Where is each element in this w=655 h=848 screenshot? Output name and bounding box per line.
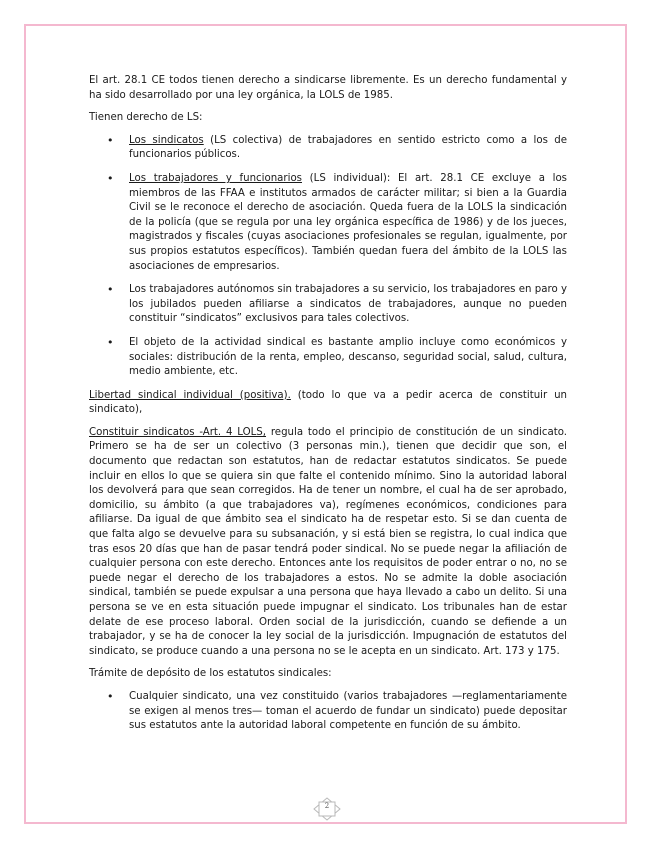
bullet-icon: • xyxy=(107,133,114,147)
bullet-icon: • xyxy=(107,335,114,349)
list-item-lead: Los sindicatos xyxy=(129,134,204,146)
list-item-lead: Los trabajadores y funcionarios xyxy=(129,172,302,184)
list-item-text: Los trabajadores autónomos sin trabajadores a su servicio, los trabajadores en paro y los jubilados pueden afiliarse a sindicatos de trabajadores, aunque no pueden constituir “sindicatos” exclusivos para tales colectivos. xyxy=(129,284,567,325)
tramite-list xyxy=(89,690,567,734)
list-item-text: Cualquier sindicato, una vez constituido (varios trabajadores —reglamentariamente se exigen al menos tres— toman el acuerdo de fundar un sindicato) puede depositar sus estatutos ante la autoridad laboral competente en función de su ámbito. xyxy=(129,690,567,732)
rights-list xyxy=(89,134,567,380)
document-body xyxy=(89,74,567,743)
tramite-heading: Trámite de depósito de los estatutos sindicales: xyxy=(89,668,332,680)
list-item xyxy=(107,689,567,734)
constituir-text: regula todo el principio de constitución de un sindicato. Primero se ha de ser un colectivo (3 personas min.), tienen que decidir que son, el documento que redactan son estatutos, han de redactar estatutos sindicatos. Se puede incluir en ellos lo que se quiera sin que falte el contenido mínimo. Sino la autoridad laboral los devolverá para que sean corregidos. Ha de tener un nombre, el cual ha de ser aprobado, domicilio, su ámbito (a que trabajadores va), regímenes económicos, condiciones para afiliarse. Da igual de que ámbito sea el sindicato ha de respetar esto. Si se dan cuenta de que falta algo se devuelve para su subsanación, y si está bien se registra, lo cual indica que tras esos 20 días que han de pasar tendrá poder sindical. No se puede negar la afiliación de cualquier persona con este derecho. Entonces ante los requisitos de poder entrar o no, no se puede negar el derecho de los trabajadores a estos. No se admite la doble asociación sindical, también se puede expulsar a una persona que haya llevado a cabo un delito. Si una persona se ve en esta situación puede impugnar el sindicato. Los tribunales han de estar delate de ese proceso laboral. Orden social de la jurisdicción, cuando se defiende a un trabajador, y se ha de conocer la ley social de la jurisdicción. Impugnación de estatutos del sindicato, se produce cuando a una persona no se le acepta en un sindicato. Art. 173 y 175. xyxy=(89,426,567,657)
rights-heading: Tienen derecho de LS: xyxy=(89,112,203,124)
constituir-paragraph xyxy=(89,426,567,660)
list-item xyxy=(107,335,567,380)
bullet-icon: • xyxy=(107,689,114,703)
page-number: 2 xyxy=(324,802,330,810)
list-item xyxy=(107,133,568,163)
bullet-icon: • xyxy=(107,171,114,185)
libertad-text: (todo lo que va a pedir acerca de constituir un sindicato), xyxy=(89,389,567,416)
list-item-text: El objeto de la actividad sindical es bastante amplio incluye como económicos y sociales: distribución de la renta, empleo, descanso, seguridad social, salud, cultura, medio ambiente, etc. xyxy=(129,336,567,378)
list-item-text: (LS colectiva) de trabajadores en sentido estricto como a los de funcionarios públicos. xyxy=(129,134,568,161)
bullet-icon: • xyxy=(107,283,114,297)
intro-paragraph: El art. 28.1 CE todos tienen derecho a sindicarse libremente. Es un derecho fundamental y ha sido desarrollado por una ley orgánica, la LOLS de 1985. xyxy=(89,75,567,101)
constituir-lead: Constituir sindicatos -Art. 4 LOLS, xyxy=(89,426,267,438)
list-item-text: (LS individual): El art. 28.1 CE excluye a los miembros de las FFAA e institutos armados de carácter militar; si bien a la Guardia Civil se le reconoce el derecho de asociación. Queda fuera de la LOLS la sindicación de la policía (que se regula por una ley orgánica específica de 1986) y de los jueces, magistrados y fiscales (cuyas asociaciones profesionales se regulan, igualmente, por sus propios estatutos específicos). También quedan fuera del ámbito de la LOLS las asociaciones de empresarios. xyxy=(129,172,567,272)
list-item xyxy=(107,283,567,327)
libertad-lead: Libertad sindical individual (positiva). xyxy=(89,389,291,401)
libertad-paragraph xyxy=(89,389,567,418)
page-number-badge xyxy=(312,797,342,821)
list-item xyxy=(107,171,567,274)
